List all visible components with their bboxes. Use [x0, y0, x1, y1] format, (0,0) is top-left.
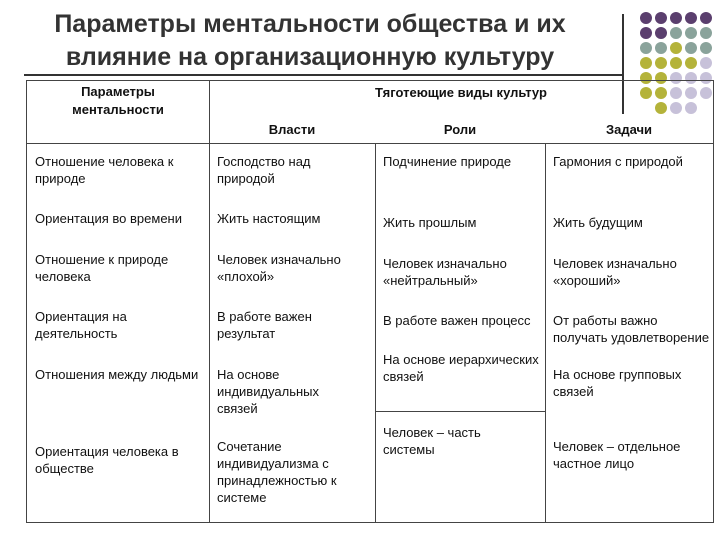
culture-header-cell [209, 81, 713, 143]
decor-dot [670, 27, 682, 39]
decor-dot [700, 57, 712, 69]
decor-dot [655, 57, 667, 69]
decor-dot [685, 57, 697, 69]
row6-zadachi: Человек – отдельное частное лицо [553, 439, 681, 471]
page-title [10, 8, 610, 74]
row4-vlasti: В работе важен результат [217, 309, 312, 341]
row4-roli: В работе важен процесс [383, 313, 531, 328]
title-line-2: влияние на организационную культуру [65, 43, 555, 71]
row3-vlasti: Человек изначально «плохой» [217, 252, 341, 284]
decor-dot [685, 12, 697, 24]
col-divider-2 [375, 143, 376, 522]
row4-param: Ориентация на деятельность [35, 309, 127, 341]
row3-zadachi: Человек изначально «хороший» [553, 256, 677, 288]
row1-zadachi: Гармония с природой [553, 154, 683, 169]
row5-zadachi: На основе групповых связей [553, 367, 682, 399]
row6-roli: Человек – часть системы [383, 425, 481, 457]
row6-vlasti: Сочетание индивидуализма с принадлежностью к системе [217, 439, 337, 505]
decor-dot [670, 57, 682, 69]
roli-divider [375, 411, 545, 412]
decor-dot [655, 12, 667, 24]
header-divider [27, 143, 713, 144]
row2-zadachi: Жить будущим [553, 215, 643, 230]
row2-param: Ориентация во времени [35, 211, 182, 226]
col-header-roli: Роли [443, 122, 477, 137]
col-divider-1 [209, 143, 210, 522]
row2-vlasti: Жить настоящим [217, 211, 321, 226]
param-header [27, 83, 209, 119]
decor-dot [670, 12, 682, 24]
decor-dot [655, 27, 667, 39]
col-header-zadachi: Задачи [605, 122, 653, 137]
decor-horizontal-line [24, 74, 624, 76]
decor-dot [700, 12, 712, 24]
col-divider-3 [545, 143, 546, 522]
col-header-vlasti: Власти [268, 122, 316, 137]
decor-dot [640, 57, 652, 69]
row1-vlasti: Господство над природой [217, 154, 311, 186]
title-line-1: Параметры ментальности общества и их [54, 10, 566, 38]
row1-param: Отношение человека к природе [35, 154, 174, 186]
row5-roli: На основе иерархических связей [383, 352, 539, 384]
mentality-table [26, 80, 714, 523]
row1-roli: Подчинение природе [383, 154, 512, 169]
decor-dot [685, 27, 697, 39]
row5-param: Отношения между людьми [35, 367, 199, 382]
param-header-cell [27, 81, 210, 143]
decor-dot [640, 27, 652, 39]
row3-roli: Человек изначально «нейтральный» [383, 256, 507, 288]
row3-param: Отношение к природе человека [35, 252, 169, 284]
row2-roli: Жить прошлым [383, 215, 477, 230]
decor-dot [685, 42, 697, 54]
row5-vlasti: На основе индивидуальных связей [217, 367, 320, 416]
row6-param: Ориентация человека в обществе [35, 444, 179, 476]
param-header-line-2: ментальности [72, 102, 164, 117]
decor-dot [655, 42, 667, 54]
decor-dot [640, 42, 652, 54]
decor-dot [700, 42, 712, 54]
decor-dot [700, 27, 712, 39]
group-header: Тяготеющие виды культур [375, 85, 547, 100]
row4-zadachi: От работы важно получать удовлетворение [553, 313, 710, 345]
param-header-line-1: Параметры [81, 84, 155, 99]
decor-dot [670, 42, 682, 54]
decor-dot [640, 12, 652, 24]
